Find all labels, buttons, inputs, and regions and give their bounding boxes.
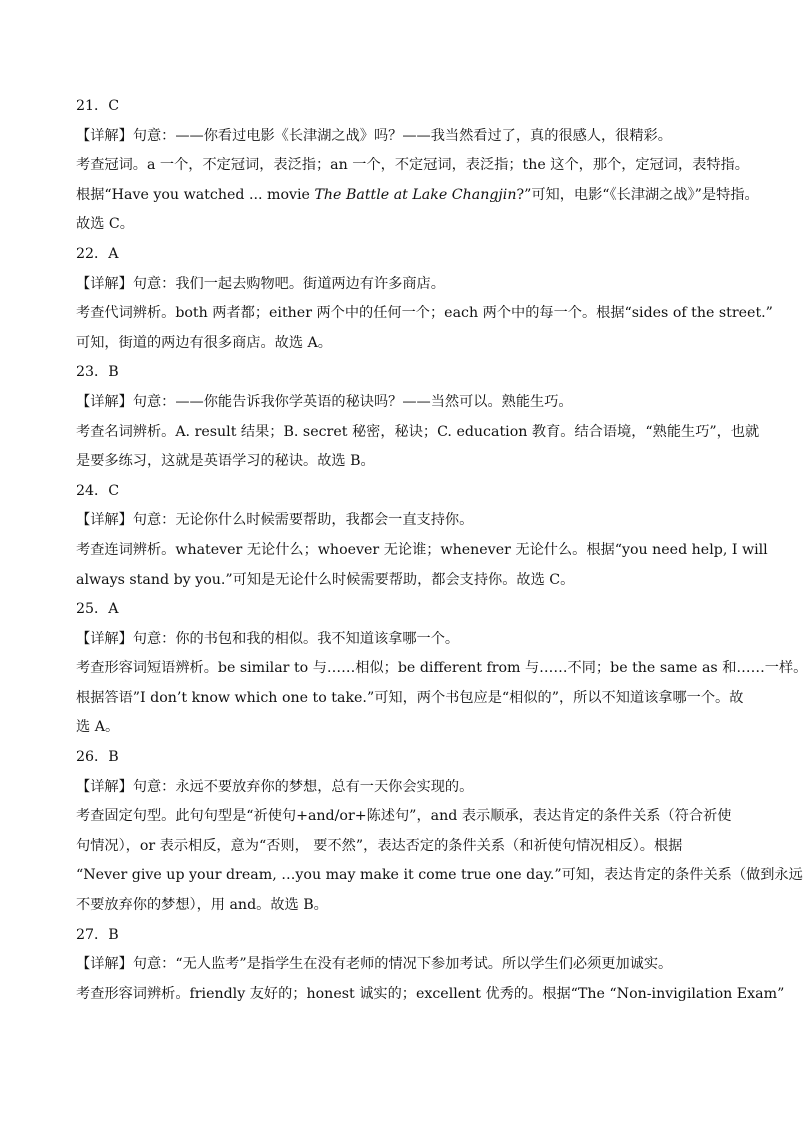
question-27 xyxy=(76,921,785,1010)
explanation-line: 是要多练习，这就是英语学习的秘诀。故选 B。 xyxy=(76,453,375,470)
question-number: 22．A xyxy=(76,245,119,262)
explanation-line: 考查形容词短语辨析。be similar to 与……相似；be different from 与……不同；be the same as 和……一样。 xyxy=(76,660,807,677)
explanation-line: 可知，街道的两边有很多商店。故选 A。 xyxy=(76,334,332,351)
question-number: 23．B xyxy=(76,364,119,381)
explanation-line: 不要放弃你的梦想），用 and。故选 B。 xyxy=(76,897,328,914)
question-22 xyxy=(76,240,773,358)
text-segment: 根据“Have you watched ... movie xyxy=(76,186,315,203)
explanation-line: 【详解】句意：永远不要放弃你的梦想，总有一天你会实现的。 xyxy=(76,778,474,795)
text-segment: ?”可知，电影“《长津湖之战》”是特指。 xyxy=(516,186,759,203)
question-number: 27．B xyxy=(76,926,119,943)
explanation-line: 句情况），or 表示相反，意为“否则， 要不然”，表达否定的条件关系（和祈使句情况相反）。根据 xyxy=(76,837,683,854)
question-23 xyxy=(76,358,760,476)
movie-title-italic: The Battle at Lake Changjin xyxy=(314,186,517,203)
explanation-line: 故选 C。 xyxy=(76,216,134,233)
question-number: 21．C xyxy=(76,98,120,114)
explanation-line: 【详解】句意：——你看过电影《长津湖之战》吗？——我当然看过了，真的很感人，很精彩。 xyxy=(76,127,672,144)
explanation-line: 【详解】句意：无论你什么时候需要帮助，我都会一直支持你。 xyxy=(76,512,474,529)
explanation-line: 【详解】句意：——你能告诉我你学英语的秘诀吗？——当然可以。熟能生巧。 xyxy=(76,393,573,410)
explanation-line: 根据答语”I don’t know which one to take.”可知，两个书包应是“相似的”，所以不知道该拿哪一个。故 xyxy=(76,689,744,706)
explanation-line: 考查形容词辨析。friendly 友好的；honest 诚实的；excellent 优秀的。根据“The “Non-invigilation Exam” xyxy=(76,985,785,1002)
explanation-line: 考查固定句型。此句句型是“祈使句+and/or+陈述句”，and 表示顺承，表达肯定的条件关系（符合祈使 xyxy=(76,808,732,825)
question-24 xyxy=(76,477,768,595)
question-number: 26．B xyxy=(76,749,119,766)
question-26 xyxy=(76,743,803,921)
question-21 xyxy=(76,92,759,240)
explanation-line: 选 A。 xyxy=(76,719,120,736)
explanation-line: “Never give up your dream, …you may make it come true one day.”可知，表达肯定的条件关系（做到永远 xyxy=(76,867,803,884)
explanation-line xyxy=(76,181,759,211)
explanation-line: 【详解】句意：你的书包和我的相似。我不知道该拿哪一个。 xyxy=(76,630,460,647)
question-number: 25．A xyxy=(76,601,119,618)
document-page xyxy=(76,92,807,1009)
explanation-line: 【详解】句意：我们一起去购物吧。街道两边有许多商店。 xyxy=(76,275,445,292)
explanation-line: 考查连词辨析。whatever 无论什么；whoever 无论谁；whenever 无论什么。根据“you need help, I will xyxy=(76,541,768,558)
explanation-line: 考查名词辨析。A. result 结果；B. secret 秘密，秘诀；C. education 教育。结合语境，“熟能生巧”，也就 xyxy=(76,423,760,440)
explanation-line: 考查代词辨析。both 两者都；either 两个中的任何一个；each 两个中的每一个。根据“sides of the street.” xyxy=(76,305,773,322)
question-25 xyxy=(76,595,807,743)
explanation-line: 【详解】句意：“无人监考”是指学生在没有老师的情况下参加考试。所以学生们必须更加诚实。 xyxy=(76,956,673,973)
explanation-line: 考查冠词。a 一个，不定冠词，表泛指；an 一个，不定冠词，表泛指；the 这个，那个，定冠词，表特指。 xyxy=(76,157,749,174)
explanation-line: always stand by you.”可知是无论什么时候需要帮助，都会支持你。故选 C。 xyxy=(76,571,575,588)
question-number: 24．C xyxy=(76,482,120,499)
